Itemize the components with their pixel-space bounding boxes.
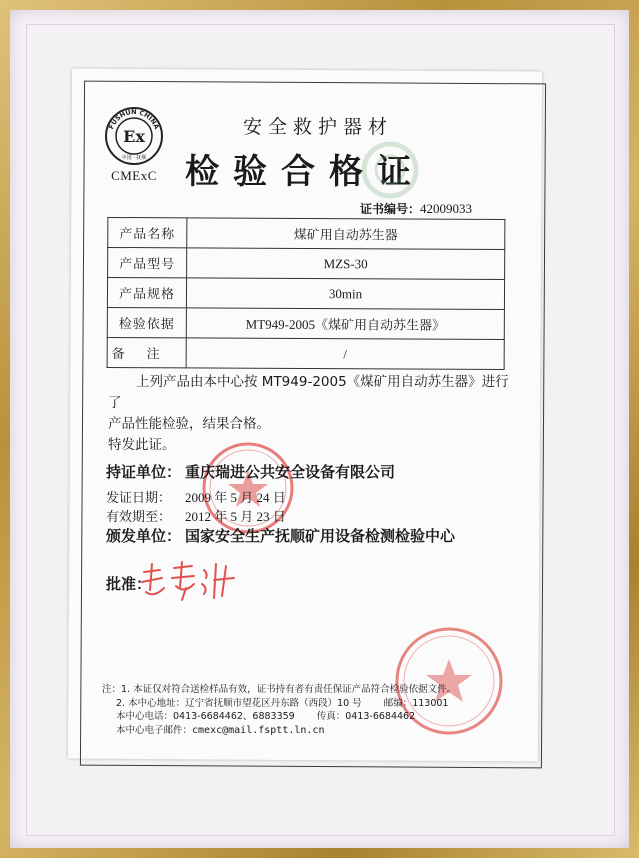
- issuer-value: 国家安全生产抚顺矿用设备检测检验中心: [185, 527, 456, 545]
- product-spec-label: 产品规格: [107, 277, 186, 307]
- statement-line-2: 产品性能检验，结果合格。: [108, 416, 270, 432]
- holder-row: [106, 461, 395, 482]
- issuer-row: [106, 525, 455, 546]
- certificate-number: [360, 200, 472, 217]
- logo-ring-text-small: 中国 · 抚顺: [121, 155, 147, 161]
- remarks-label: 备注: [107, 337, 186, 367]
- inspection-basis-value: MT949-2005《煤矿用自动苏生器》: [186, 308, 504, 340]
- certificate-number-value: 42009033: [420, 201, 473, 216]
- logo-center-text: Ex: [123, 127, 145, 146]
- footer-address: 2. 本中心地址：辽宁省抚顺市望花区丹东路（西段）10 号: [116, 697, 362, 709]
- title-sub: 安全救护器材: [242, 116, 393, 138]
- product-name-value: 煤矿用自动苏生器: [187, 218, 505, 250]
- footer-email-link[interactable]: cmexc@mail.fsptt.ln.cn: [192, 724, 325, 736]
- product-info-table: [107, 217, 506, 370]
- table-row: [107, 277, 504, 309]
- table-row: [108, 217, 505, 249]
- footer-email-label: 本中心电子邮件：: [116, 724, 193, 736]
- remarks-value: /: [186, 338, 504, 370]
- statement-line-1: 上列产品由本中心按 MT949-2005《煤矿用自动苏生器》进行了: [108, 374, 509, 411]
- inspection-basis-label: 检验依据: [107, 307, 186, 337]
- footer-postcode: 邮编：113001: [383, 697, 449, 709]
- footer-notes: [102, 683, 522, 737]
- table-row: [107, 307, 504, 339]
- approve-label: 批准：: [106, 575, 152, 593]
- issue-date-value: 2009 年 5 月 24 日: [185, 490, 286, 505]
- holder-value: 重庆瑞进公共安全设备有限公司: [185, 463, 396, 481]
- watermark-emblem: [360, 140, 420, 200]
- product-model-value: MZS-30: [187, 248, 505, 280]
- title-main: 检验合格证: [185, 152, 425, 192]
- issuer-label: 颁发单位：: [106, 527, 182, 545]
- footer-fax: 传真：0413-6684462: [316, 711, 416, 722]
- valid-until-row: [106, 506, 286, 525]
- footer-phone-row: [102, 710, 522, 724]
- product-model-label: 产品型号: [108, 247, 187, 277]
- footer-email-row: [102, 724, 522, 738]
- issue-date-row: [106, 487, 286, 506]
- table-row: [108, 247, 505, 279]
- footer-note-1: 注：1. 本证仅对符合送检样品有效，证书持有者有责任保证产品符合检验依据文件。: [102, 684, 457, 695]
- valid-until-value: 2012 年 5 月 23 日: [185, 509, 286, 524]
- table-row: [107, 337, 504, 369]
- footer-phone: 本中心电话：0413-6684462、6883359: [116, 711, 295, 722]
- holder-label: 持证单位：: [106, 463, 182, 481]
- cmexc-logo: [104, 106, 164, 168]
- signature: [138, 558, 248, 608]
- certificate-statement: [108, 372, 518, 456]
- statement-line-3: 特发此证。: [108, 437, 176, 453]
- product-spec-value: 30min: [186, 278, 504, 310]
- product-name-label: 产品名称: [108, 217, 187, 247]
- logo-caption: CMExC: [111, 168, 157, 183]
- certificate-number-label: 证书编号：: [360, 202, 421, 216]
- issue-date-label: 发证日期：: [106, 491, 172, 506]
- valid-until-label: 有效期至：: [106, 510, 172, 525]
- footer-address-row: [102, 697, 522, 711]
- logo-ring-text: FUSHUN CHINA: [107, 107, 161, 131]
